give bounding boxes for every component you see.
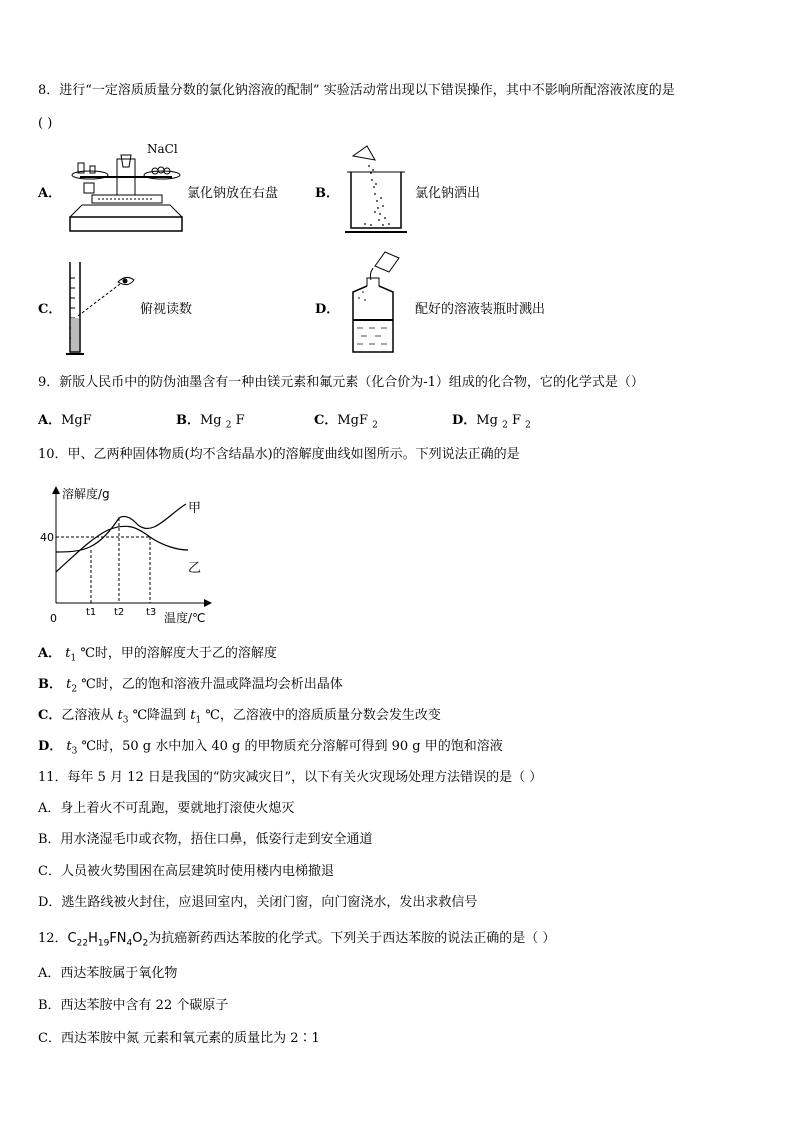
y-axis-label: 溶解度/g xyxy=(62,487,110,501)
x-tick-t1: t1 xyxy=(86,607,97,618)
q11-option-d: D．逃生路线被火封住，应退回室内，关闭门窗，向门窗浇水，发出求救信号 xyxy=(38,895,478,910)
q10-option-a: A． $t_1$ ℃时，甲的溶解度大于乙的溶解度 xyxy=(38,646,277,664)
q8-option-b-caption: 氯化钠洒出 xyxy=(415,186,481,201)
origin-label: 0 xyxy=(50,612,57,625)
solubility-curve-chart xyxy=(38,480,228,630)
q8-option-a-label: A． xyxy=(38,186,62,201)
q10-option-d: D． $t_3$ ℃时，50 g 水中加入 40 g 的甲物质充分溶解可得到 90 g 甲的饱和溶液 xyxy=(38,739,503,757)
graduated-cylinder-eye-icon xyxy=(62,258,152,358)
q11-option-b: B．用水浇湿毛巾或衣物，捂住口鼻，低姿行走到安全通道 xyxy=(38,832,373,847)
q12-option-a: A．西达苯胺属于氧化物 xyxy=(38,966,178,981)
q12-option-b: B．西达苯胺中含有 22 个碳原子 xyxy=(38,998,229,1013)
q9-option-a: A．MgF xyxy=(38,413,92,428)
series-yi-label: 乙 xyxy=(188,561,202,576)
q10-option-c: C．乙溶液从 $t_3$ ℃降温到 $t_1$ ℃，乙溶液中的溶质质量分数会发生改变 xyxy=(38,708,441,726)
q8-option-b-label: B． xyxy=(315,186,339,201)
x-tick-t3: t3 xyxy=(146,607,157,618)
beaker-spill-icon xyxy=(345,140,415,235)
q12-stem: 12．$C_{22}H_{19}FN_4O_2$为抗癌新药西达苯胺的化学式。下列关于西达苯胺的说法正确的是（ ） xyxy=(38,931,556,949)
series-jia-label: 甲 xyxy=(188,501,202,516)
q8-option-d-caption: 配好的溶液装瓶时溅出 xyxy=(415,302,546,317)
q10-stem: 10．甲、乙两种固体物质(均不含结晶水)的溶解度曲线如图所示。下列说法正确的是 xyxy=(38,447,520,462)
q11-stem: 11．每年 5 月 12 日是我国的“防灾减灾日”，以下有关火灾现场处理方法错误的是（ ） xyxy=(38,770,543,785)
q10-option-b: B． $t_2$ ℃时，乙的饱和溶液升温或降温均会析出晶体 xyxy=(38,677,343,695)
series-jia-curve xyxy=(56,526,188,572)
y-tick-40: 40 xyxy=(40,531,54,544)
q12-option-c: C．西达苯胺中氮 元素和氧元素的质量比为 2∶1 xyxy=(38,1031,320,1046)
q9-stem: 9．新版人民币中的防伪油墨含有一种由镁元素和氟元素（化合价为-1）组成的化合物，它的化学式是（） xyxy=(38,375,644,390)
q9-option-c: C．MgF $_2$ xyxy=(314,413,378,431)
q8-option-a-caption: 氯化钠放在右盘 xyxy=(187,186,279,201)
q11-option-a: A．身上着火不可乱跑，要就地打滚使火熄灭 xyxy=(38,801,295,816)
q8-stem: 8．进行“一定溶质质量分数的氯化钠溶液的配制” 实验活动常出现以下错误操作，其中不影响所配溶液浓度的是 xyxy=(38,83,675,98)
q12-formula: $C_{22}H_{19}FN_4O_2$ xyxy=(67,931,149,949)
series-yi-curve xyxy=(56,504,186,552)
q9-option-d: D．Mg $_2$ F $_2$ xyxy=(452,413,531,431)
balance-scale-icon xyxy=(62,145,192,235)
q8-paren: ( ) xyxy=(38,116,53,131)
q8-option-c-caption: 俯视读数 xyxy=(140,302,193,317)
q8-option-d-label: D． xyxy=(315,302,340,317)
x-axis-label: 温度/℃ xyxy=(164,611,206,625)
q8-option-c-label: C． xyxy=(38,302,62,317)
reagent-bottle-pour-icon xyxy=(345,248,415,358)
q9-option-b: B．Mg $_2$ F xyxy=(176,413,245,431)
q11-option-c: C．人员被火势围困在高层建筑时使用楼内电梯撤退 xyxy=(38,864,334,879)
x-tick-t2: t2 xyxy=(114,607,125,618)
nacl-label: NaCl xyxy=(147,142,178,156)
